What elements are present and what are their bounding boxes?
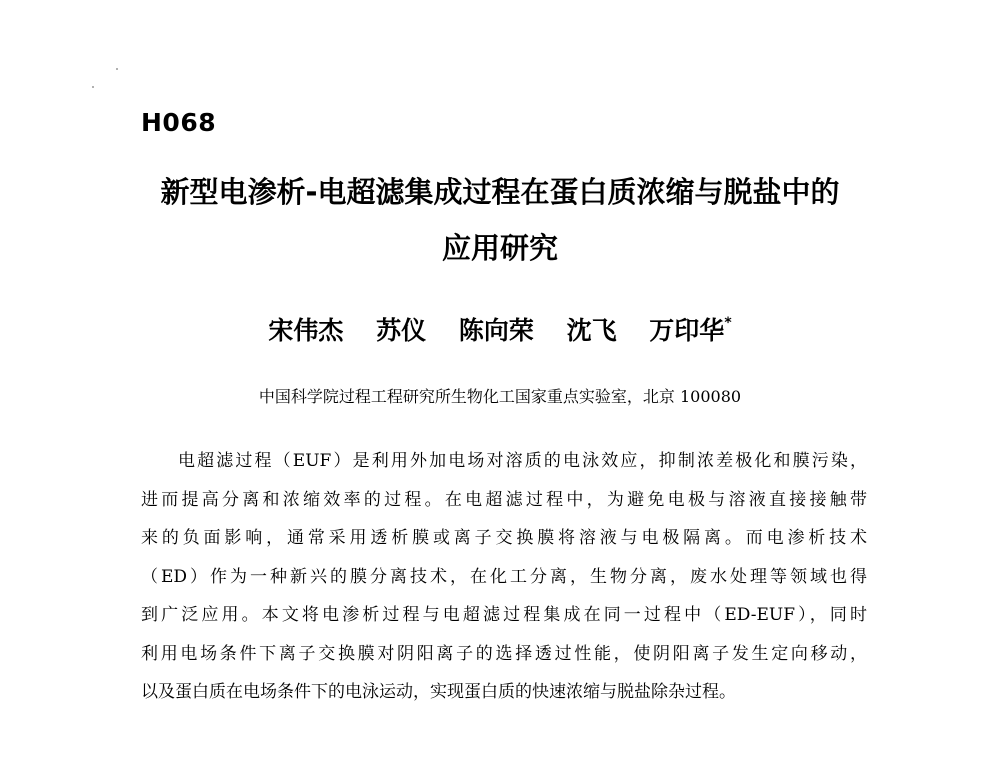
abstract-body — [141, 442, 867, 712]
scan-speck — [92, 86, 94, 88]
body-line: 来的负面影响，通常采用透析膜或离子交换膜将溶液与电极隔离。而电渗析技术 — [141, 528, 867, 548]
corresponding-author — [649, 316, 731, 345]
scan-speck — [116, 68, 118, 70]
author-name: 宋伟杰 — [268, 316, 344, 345]
body-line: 以及蛋白质在电场条件下的电泳运动，实现蛋白质的快速浓缩与脱盐除杂过程。 — [141, 682, 736, 702]
author-name: 苏仪 — [376, 316, 427, 345]
author-name: 陈向荣 — [458, 316, 534, 345]
author-name: 沈飞 — [566, 316, 617, 345]
paper-title-line-1: 新型电渗析-电超滤集成过程在蛋白质浓缩与脱盐中的 — [160, 175, 840, 209]
body-line: （ED）作为一种新兴的膜分离技术，在化工分离，生物分离，废水处理等领域也得 — [141, 566, 867, 587]
author-list — [100, 311, 900, 347]
corresponding-mark: * — [724, 315, 732, 331]
document-code: H068 — [141, 108, 217, 137]
body-line: 利用电场条件下离子交换膜对阴阳离子的选择透过性能，使阴阳离子发生定向移动， — [141, 643, 867, 664]
body-line: 电超滤过程（EUF）是利用外加电场对溶质的电泳效应，抑制浓差极化和膜污染， — [178, 451, 867, 471]
paper-title-line-2: 应用研究 — [441, 231, 558, 265]
body-line: 到广泛应用。本文将电渗析过程与电超滤过程集成在同一过程中（ED-EUF），同时 — [141, 605, 867, 625]
affiliation: 中国科学院过程工程研究所生物化工国家重点实验室，北京 100080 — [258, 387, 742, 406]
author-name: 万印华 — [649, 316, 725, 345]
body-line: 进而提高分离和浓缩效率的过程。在电超滤过程中，为避免电极与溶液直接接触带 — [141, 489, 867, 510]
